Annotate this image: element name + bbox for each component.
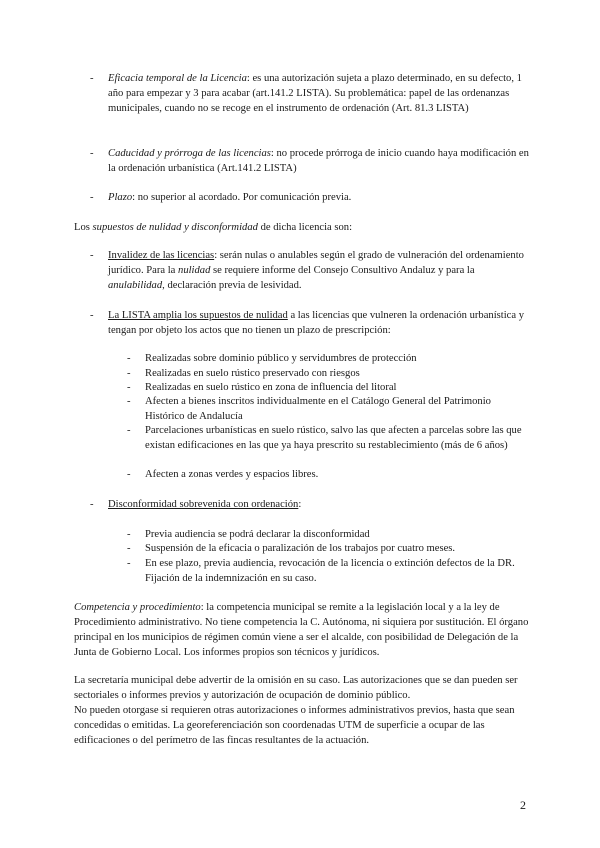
competencia-paragraph: Competencia y procedimiento: la competencia municipal se remite a la legislación local y a la ley de Procedimiento administrativo. No tiene competencia la C. Autónoma, ni siquiera por sustitución. El órgano principal en los municipios de régimen común viene a ser el alcalde, con posibilidad de Delegación de la Junta de Gobierno Local. Los informes propios son técnicos y jurídicos.: [74, 602, 529, 658]
bullet-eficacia-temporal: [90, 71, 530, 116]
bullet-caducidad-prorroga: [90, 146, 530, 176]
bullet-dash: -: [90, 73, 94, 84]
bullet-title: Disconformidad sobrevenida con ordenación: [108, 499, 299, 510]
bullet-title: Eficacia temporal de la Licencia: [108, 73, 247, 84]
bullet-text: : no superior al acordado. Por comunicación previa.: [132, 192, 352, 203]
sub-item: - Realizadas en suelo rústico preservado con riesgos: [127, 368, 360, 379]
sub-item: - En ese plazo, previa audiencia, revocación de la licencia o extinción defectos de la DR. Fijación de la indemnización en su caso.: [127, 558, 515, 584]
bullet-invalidez: - Invalidez de las licencias: serán nulas o anulables según el grado de vulneración del ordenamiento jurídico. Para la nulidad se requiere informe del Consejo Consultivo Andaluz y para la anulabilidad, declaración previa de lesividad.: [90, 250, 524, 291]
bullet-title: La LISTA amplia los supuestos de nulidad: [108, 310, 288, 321]
bullet-plazo: [90, 190, 530, 205]
sub-item: - Afecten a zonas verdes y espacios libres.: [127, 469, 319, 480]
sub-item: - Suspensión de la eficacia o paralización de los trabajos por cuatro meses.: [127, 543, 456, 554]
bullet-lista-nulidad: - La LISTA amplia los supuestos de nulidad a las licencias que vulneren la ordenación urbanística y tengan por objeto los actos que no tienen un plazo de prescripción:: [90, 310, 525, 336]
bullet-disconformidad: - Disconformidad sobrevenida con ordenación:: [90, 499, 302, 510]
sub-item: - Previa audiencia se podrá declarar la disconformidad: [127, 529, 370, 540]
bullet-title: Caducidad y prórroga de las licencias: [108, 148, 271, 159]
paragraph-title: Competencia y procedimiento: [74, 602, 201, 613]
supuestos-intro: Los supuestos de nulidad y disconformidad de dicha licencia son:: [74, 222, 353, 233]
page-number: 2: [520, 798, 526, 812]
sub-item: - Realizadas sobre dominio público y servidumbres de protección: [127, 353, 417, 364]
bullet-dash: -: [90, 192, 94, 203]
secretaria-paragraph: La secretaría municipal debe advertir de la omisión en su caso. Las autorizaciones que se dan pueden ser sectoriales o informes previos y autorización de ocupación de dominio público. No pueden otorgase si requieren otras autorizaciones o informes administrativos previos, hasta que sean concedidas o emitidas. La georeferenciación son coordenadas UTM de superficie a ocupar de las edificaciones o del perímetro de las fincas resultantes de la actuación.: [74, 675, 518, 746]
bullet-title: Plazo: [108, 192, 133, 203]
bullet-dash: -: [90, 310, 94, 321]
bullet-dash: -: [90, 499, 94, 510]
bullet-text: : no procede prórroga de inicio cuando haya modificación en la ordenación urbanística (Art.141.2 LISTA): [108, 148, 529, 174]
sub-item: - Realizadas en suelo rústico en zona de influencia del litoral: [127, 382, 397, 393]
bullet-dash: -: [90, 250, 94, 261]
bullet-text: : es una autorización sujeta a plazo determinado, en su defecto, 1 año para empezar y 3 para acabar (art.141.2 LISTA). Su problemática: papel de las ordenanzas municipales, cuando no se recoge en el instrumento de ordenación (Art. 81.3 LISTA): [108, 73, 522, 114]
bullet-title: Invalidez de las licencias: [108, 250, 215, 261]
sub-item: - Parcelaciones urbanísticas en suelo rústico, salvo las que afecten a parcelas sobre las que existan edificaciones en las que ya haya prescrito su restablecimiento (más de 6 años): [127, 425, 522, 451]
sub-item: - Afecten a bienes inscritos individualmente en el Catálogo General del Patrimonio Histórico de Andalucía: [127, 396, 491, 422]
bullet-dash: -: [90, 148, 94, 159]
